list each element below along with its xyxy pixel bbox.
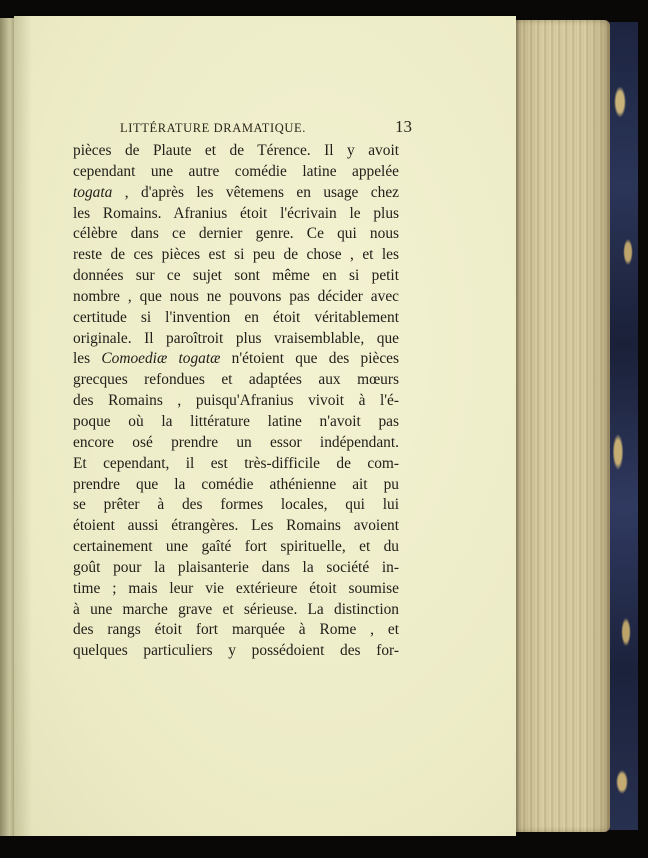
running-title: LITTÉRATURE DRAMATIQUE. — [120, 121, 307, 135]
page-header — [120, 117, 410, 139]
text-line: certitude si l'invention en étoit véritablement — [73, 308, 399, 326]
text-line: togata , d'après les vêtemens en usage chez — [73, 183, 399, 201]
text-line: goût pour la plaisanterie dans la société in- — [73, 558, 399, 576]
marbled-board — [606, 22, 638, 830]
text-line: reste de ces pièces est si peu de chose , et les — [73, 246, 399, 264]
text-line: pièces de Plaute et de Térence. Il y avoit — [73, 142, 399, 159]
text-line: des Romains , puisqu'Afranius vivoit à l'é- — [73, 392, 399, 410]
text-line: se prêter à des formes locales, qui lui — [73, 496, 399, 514]
book-page — [14, 16, 516, 836]
text-line: nombre , que nous ne pouvons pas décider avec — [73, 287, 399, 305]
text-line: étoient aussi étrangères. Les Romains avoient — [73, 517, 399, 535]
page-edges — [512, 20, 610, 832]
text-line: célèbre dans ce dernier genre. Ce qui nous — [73, 225, 399, 243]
text-line: prendre que la comédie athénienne ait pu — [73, 475, 399, 493]
text-line: cependant une autre comédie latine appelée — [73, 162, 399, 180]
text-line: Et cependant, il est très-difficile de com- — [73, 454, 399, 472]
text-line: les Comoediæ togatæ n'étoient que des pièces — [73, 350, 399, 368]
italic-term: Comoediæ togatæ — [101, 350, 221, 368]
text-line: originale. Il paroîtroit plus vraisemblable, que — [73, 329, 399, 347]
page-number: 13 — [395, 117, 412, 136]
text-line: des rangs étoit fort marquée à Rome , et — [73, 621, 399, 639]
body-text — [73, 141, 399, 662]
text-line: données sur ce sujet sont même en si petit — [73, 267, 399, 285]
italic-term: togata — [73, 183, 113, 201]
text-line: quelques particuliers y possédoient des for- — [73, 642, 399, 660]
text-line: time ; mais leur vie extérieure étoit soumise — [73, 579, 399, 597]
text-line: poque où la littérature latine n'avoit pas — [73, 412, 399, 430]
text-line: les Romains. Afranius étoit l'écrivain le plus — [73, 204, 399, 222]
text-line: grecques refondues et adaptées aux mœurs — [73, 371, 399, 389]
text-line: encore osé prendre un essor indépendant. — [73, 433, 399, 451]
text-line: à une marche grave et sérieuse. La distinction — [73, 600, 399, 618]
text-line: certainement une gaîté fort spirituelle, et du — [73, 538, 399, 556]
